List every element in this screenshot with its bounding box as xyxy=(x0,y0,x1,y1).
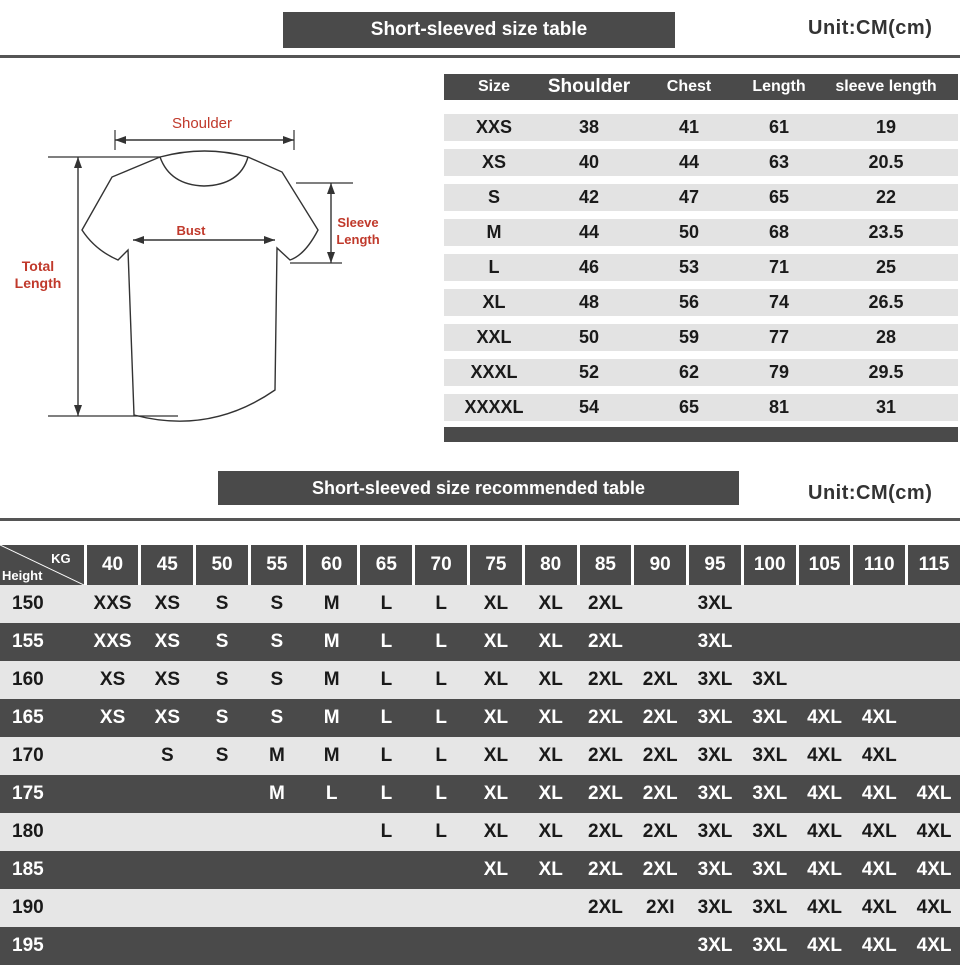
height-cell: 185 xyxy=(12,859,44,880)
cell-size: XXXXL xyxy=(464,397,524,417)
recommended-size-cell: XL xyxy=(483,593,509,614)
total-length-label: Total Length xyxy=(14,258,62,291)
measurement-row xyxy=(444,289,958,316)
recommended-size-cell: S xyxy=(215,631,229,652)
recommended-size-cell: 4XL xyxy=(807,707,842,728)
recommended-size-cell: XS xyxy=(99,707,126,728)
height-cell: 180 xyxy=(12,821,44,842)
recommended-size-cell: 4XL xyxy=(861,897,897,918)
recommended-size-cell: 3XL xyxy=(697,859,733,880)
recommended-size-cell: 4XL xyxy=(861,859,897,880)
cell-sleeve-length: 22 xyxy=(875,187,897,207)
recommended-size-cell: S xyxy=(160,745,174,766)
recommended-size-cell: L xyxy=(380,821,393,842)
weight-header-cell: 105 xyxy=(799,545,851,585)
recommended-size-cell: 4XL xyxy=(916,859,952,880)
recommended-size-cell: 4XL xyxy=(861,821,897,842)
header-length: Length xyxy=(752,78,806,95)
cell-shoulder: 52 xyxy=(578,362,600,382)
weight-header-cell: 70 xyxy=(415,545,467,585)
cell-sleeve-length: 31 xyxy=(875,397,897,417)
weight-header-cell: 80 xyxy=(525,545,577,585)
recommended-size-cell: 4XL xyxy=(861,935,897,956)
tshirt-outline-icon xyxy=(82,151,318,421)
recommended-size-cell: L xyxy=(380,669,393,690)
weight-header-cell: 55 xyxy=(251,545,303,585)
cell-shoulder: 48 xyxy=(578,292,600,312)
recommended-size-cell: L xyxy=(435,593,447,614)
cell-shoulder: 54 xyxy=(578,397,600,417)
cell-sleeve-length: 23.5 xyxy=(868,222,904,242)
height-row xyxy=(0,623,960,661)
recommended-size-cell: S xyxy=(215,593,229,614)
recommended-size-cell: 4XL xyxy=(861,707,897,728)
recommended-size-cell: M xyxy=(268,783,285,804)
cell-sleeve-length: 29.5 xyxy=(868,362,904,382)
weight-header-cell: 65 xyxy=(360,545,412,585)
recommended-size-cell: 3XL xyxy=(752,669,788,690)
cell-chest: 47 xyxy=(678,187,700,207)
recommended-size-cell: 4XL xyxy=(861,745,897,766)
recommended-size-cell: 3XL xyxy=(752,859,788,880)
recommended-size-cell: L xyxy=(435,821,447,842)
recommended-size-cell: 2XL xyxy=(588,593,623,614)
recommended-size-cell: 3XL xyxy=(752,821,788,842)
recommended-size-cell: 2XL xyxy=(588,859,623,880)
recommended-header xyxy=(0,545,960,585)
recommended-size-cell: 3XL xyxy=(752,897,788,918)
recommended-size-cell: L xyxy=(435,783,447,804)
corner-cell xyxy=(0,545,84,585)
bust-label: Bust xyxy=(176,223,206,238)
recommended-size-cell: 2XL xyxy=(588,669,623,690)
recommended-size-cell: L xyxy=(380,631,393,652)
recommended-size-cell: S xyxy=(215,669,229,690)
cell-size: XXL xyxy=(476,327,512,347)
recommended-size-cell: 3XL xyxy=(697,821,733,842)
cell-chest: 62 xyxy=(678,362,700,382)
cell-size: XL xyxy=(482,292,506,312)
recommended-size-cell: XXS xyxy=(93,631,132,652)
recommended-size-cell: 2XL xyxy=(588,897,623,918)
recommended-size-cell: XS xyxy=(154,593,181,614)
size-table-unit: Unit:CM(cm) xyxy=(808,17,933,39)
recommended-size-cell: 2XL xyxy=(588,821,623,842)
height-cell: 155 xyxy=(12,631,44,652)
cell-size: L xyxy=(488,257,500,277)
cell-sleeve-length: 28 xyxy=(875,327,897,347)
recommended-size-cell: 4XL xyxy=(807,821,842,842)
height-cell: 195 xyxy=(12,935,44,956)
weight-header-cell: 85 xyxy=(580,545,632,585)
weight-header-cell: 45 xyxy=(141,545,193,585)
cell-length: 81 xyxy=(768,397,790,417)
height-row xyxy=(0,737,960,775)
recommended-table-title: Short-sleeved size recommended table xyxy=(218,471,739,505)
recommended-size-cell: 4XL xyxy=(807,897,842,918)
cell-length: 79 xyxy=(768,362,790,382)
recommended-size-cell: 4XL xyxy=(916,783,952,804)
recommended-size-cell: S xyxy=(270,707,284,728)
cell-length: 68 xyxy=(768,222,790,242)
recommended-size-cell: 3XL xyxy=(697,631,733,652)
recommended-size-cell: XL xyxy=(483,745,509,766)
corner-kg-label: KG xyxy=(51,551,71,566)
height-cell: 190 xyxy=(12,897,44,918)
recommended-size-cell: XS xyxy=(154,669,181,690)
cell-chest: 41 xyxy=(678,117,700,137)
weight-header-cell: 60 xyxy=(306,545,358,585)
weight-header-cell: 110 xyxy=(853,545,905,585)
recommended-size-cell: 2XL xyxy=(588,745,623,766)
height-cell: 165 xyxy=(12,707,44,728)
header-chest: Chest xyxy=(666,78,712,95)
recommended-size-cell: XS xyxy=(154,707,181,728)
recommended-size-cell: 3XL xyxy=(752,745,788,766)
weight-header-cell: 95 xyxy=(689,545,741,585)
recommended-size-cell: XL xyxy=(538,783,563,804)
recommended-size-cell: L xyxy=(380,593,393,614)
measurement-row xyxy=(444,184,958,211)
height-row xyxy=(0,927,960,965)
recommended-size-cell: M xyxy=(323,707,340,728)
height-row xyxy=(0,585,960,623)
recommended-size-cell: L xyxy=(435,669,447,690)
recommended-size-cell: XL xyxy=(538,745,563,766)
recommended-size-cell: S xyxy=(270,669,284,690)
cell-sleeve-length: 19 xyxy=(875,117,897,137)
height-row xyxy=(0,851,960,889)
recommended-size-cell: M xyxy=(268,745,285,766)
height-cell: 175 xyxy=(12,783,44,804)
recommended-size-cell: S xyxy=(270,631,284,652)
recommended-size-cell: XL xyxy=(538,707,563,728)
recommended-size-cell: 2XL xyxy=(642,745,678,766)
cell-chest: 59 xyxy=(678,327,700,347)
recommended-size-cell: 4XL xyxy=(916,935,952,956)
cell-length: 65 xyxy=(768,187,790,207)
recommended-size-cell: L xyxy=(380,707,393,728)
header-sleeve-length: sleeve length xyxy=(835,78,937,95)
cell-length: 74 xyxy=(768,292,790,312)
cell-size: XS xyxy=(481,152,506,172)
size-table-title: Short-sleeved size table xyxy=(283,12,675,48)
recommended-size-cell: XS xyxy=(154,631,181,652)
recommended-size-cell: 2XL xyxy=(642,821,678,842)
recommended-size-cell: S xyxy=(215,707,229,728)
recommended-size-cell: 2XL xyxy=(642,783,678,804)
recommended-size-cell: 4XL xyxy=(916,897,952,918)
recommended-table xyxy=(0,545,960,965)
cell-length: 71 xyxy=(768,257,790,277)
measurement-row xyxy=(444,254,958,281)
recommended-size-cell: 4XL xyxy=(807,935,842,956)
recommended-size-cell: 2XI xyxy=(645,897,675,918)
cell-size: XXS xyxy=(475,117,513,137)
height-row xyxy=(0,889,960,927)
cell-size: S xyxy=(487,187,500,207)
cell-shoulder: 50 xyxy=(578,327,600,347)
measurement-row xyxy=(444,394,958,421)
cell-length: 63 xyxy=(768,152,790,172)
weight-header-cell: 50 xyxy=(196,545,248,585)
recommended-size-cell: 2XL xyxy=(588,783,623,804)
cell-chest: 50 xyxy=(678,222,700,242)
header-size: Size xyxy=(477,78,510,95)
cell-shoulder: 38 xyxy=(578,117,600,137)
cell-sleeve-length: 26.5 xyxy=(868,292,904,312)
recommended-size-cell: 3XL xyxy=(697,745,733,766)
weight-header-cell: 75 xyxy=(470,545,522,585)
cell-length: 77 xyxy=(768,327,790,347)
recommended-size-cell: 4XL xyxy=(807,783,842,804)
cell-sleeve-length: 20.5 xyxy=(868,152,904,172)
header-shoulder: Shoulder xyxy=(547,76,631,97)
measurement-row xyxy=(444,324,958,351)
recommended-size-cell: XL xyxy=(483,783,509,804)
measurement-row xyxy=(444,219,958,246)
recommended-size-cell: M xyxy=(323,593,340,614)
recommended-size-cell: 3XL xyxy=(697,783,733,804)
recommended-size-cell: M xyxy=(323,669,340,690)
recommended-size-cell: XL xyxy=(483,821,509,842)
weight-header-cell: 100 xyxy=(744,545,796,585)
measurement-row xyxy=(444,114,958,141)
recommended-size-cell: 4XL xyxy=(916,821,952,842)
cell-shoulder: 44 xyxy=(578,222,600,242)
recommended-size-cell: XL xyxy=(483,669,509,690)
recommended-size-cell: XXS xyxy=(93,593,132,614)
recommended-size-cell: 2XL xyxy=(642,859,678,880)
recommended-size-cell: M xyxy=(323,631,340,652)
cell-sleeve-length: 25 xyxy=(875,257,897,277)
cell-chest: 53 xyxy=(678,257,700,277)
cell-chest: 65 xyxy=(678,397,700,417)
height-cell: 150 xyxy=(12,593,44,614)
weight-header-cell: 115 xyxy=(908,545,960,585)
height-row xyxy=(0,699,960,737)
height-row xyxy=(0,661,960,699)
height-cell: 160 xyxy=(12,669,44,690)
recommended-size-cell: 2XL xyxy=(642,669,678,690)
recommended-size-cell: S xyxy=(215,745,229,766)
weight-header-cell: 90 xyxy=(634,545,686,585)
measurement-row xyxy=(444,359,958,386)
recommended-size-cell: XL xyxy=(483,707,509,728)
measurement-row xyxy=(444,149,958,176)
height-row xyxy=(0,813,960,851)
recommended-size-cell: 4XL xyxy=(807,745,842,766)
recommended-size-cell: XL xyxy=(483,631,509,652)
recommended-size-cell: S xyxy=(270,593,284,614)
cell-shoulder: 40 xyxy=(578,152,600,172)
cell-length: 61 xyxy=(768,117,790,137)
weight-header-cell: 40 xyxy=(87,545,139,585)
sleeve-length-label: Sleeve Length xyxy=(336,215,380,247)
recommended-size-cell: 3XL xyxy=(697,935,733,956)
recommended-size-cell: 3XL xyxy=(697,669,733,690)
recommended-size-cell: 2XL xyxy=(588,631,623,652)
recommended-size-cell: XL xyxy=(483,859,509,880)
corner-height-label: Height xyxy=(2,568,43,583)
recommended-size-cell: XS xyxy=(99,669,126,690)
height-cell: 170 xyxy=(12,745,44,766)
recommended-size-cell: 3XL xyxy=(697,593,733,614)
recommended-size-cell: 3XL xyxy=(752,783,788,804)
recommended-size-cell: 4XL xyxy=(807,859,842,880)
cell-chest: 44 xyxy=(678,152,700,172)
recommended-size-cell: L xyxy=(435,745,447,766)
measurement-table xyxy=(444,74,958,442)
cell-shoulder: 46 xyxy=(578,257,600,277)
recommended-size-cell: XL xyxy=(538,821,563,842)
recommended-size-cell: XL xyxy=(538,631,563,652)
recommended-size-cell: L xyxy=(380,745,393,766)
measurement-header xyxy=(444,74,958,100)
shoulder-label: Shoulder xyxy=(171,115,233,132)
recommended-size-cell: 3XL xyxy=(697,707,733,728)
recommended-size-cell: 3XL xyxy=(697,897,733,918)
recommended-size-cell: L xyxy=(380,783,393,804)
height-row xyxy=(0,775,960,813)
recommended-size-cell: XL xyxy=(538,669,563,690)
recommended-size-cell: 3XL xyxy=(752,935,788,956)
recommended-size-cell: 2XL xyxy=(642,707,678,728)
recommended-size-cell: 3XL xyxy=(752,707,788,728)
recommended-size-cell: L xyxy=(435,707,447,728)
recommended-size-cell: XL xyxy=(538,593,563,614)
measurement-footer-bar xyxy=(444,427,958,442)
cell-chest: 56 xyxy=(678,292,700,312)
cell-size: XXXL xyxy=(470,362,518,382)
middle-divider xyxy=(0,518,960,521)
top-divider xyxy=(0,55,960,58)
cell-shoulder: 42 xyxy=(578,187,600,207)
recommended-size-cell: 2XL xyxy=(588,707,623,728)
cell-size: M xyxy=(486,222,502,242)
recommended-size-cell: M xyxy=(323,745,340,766)
recommended-size-cell: L xyxy=(325,783,338,804)
recommended-size-cell: 4XL xyxy=(861,783,897,804)
recommended-table-unit: Unit:CM(cm) xyxy=(808,482,933,504)
recommended-size-cell: XL xyxy=(538,859,563,880)
recommended-size-cell: L xyxy=(435,631,447,652)
